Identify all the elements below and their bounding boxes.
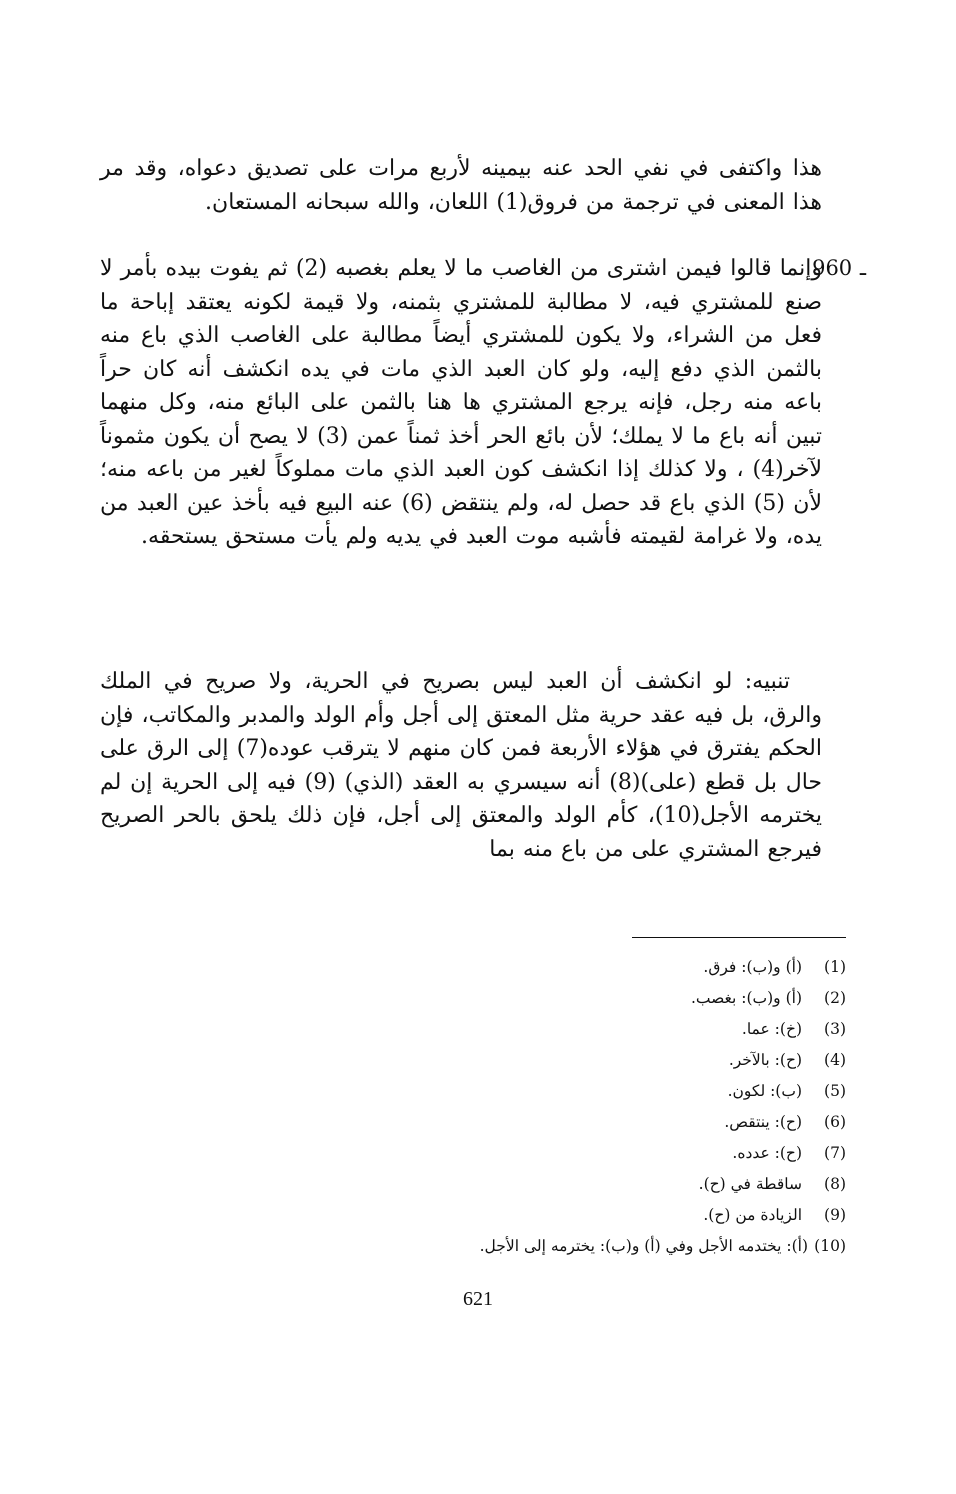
footnote-number: (2) <box>824 989 846 1007</box>
footnote-text: الزيادة من (ح). <box>703 1206 802 1224</box>
footnote-item <box>300 1045 846 1076</box>
footnote-number: (3) <box>824 1020 846 1038</box>
note-paragraph: تنبيه: لو انكشف أن العبد ليس بصريح في الحرية، ولا صريح في الملك والرق، بل فيه عقد حرية مثل المعتق إلى أجل وأم الولد والمدبر والمكاتب، فإن الحكم يفترق في هؤلاء الأربعة فمن كان منهم لا يترقب عوده(7) إلى الرق على حال بل قطع (على)(8) أنه سيسري به العقد (الذي) (9) فيه إلى الحرية إن لم يخترمه الأجل(10)، كأم الولد والمعتق إلى أجل، فإن ذلك يلحق بالحر الصريح فيرجع المشتري على من باع منه بما <box>100 669 823 862</box>
footnote-item <box>300 1014 846 1045</box>
footnote-number: (4) <box>824 1051 846 1069</box>
footnote-number: (1) <box>824 958 846 976</box>
footnote-text: (خ): عما. <box>741 1020 802 1038</box>
footnote-text: (ح): عدده. <box>732 1144 802 1162</box>
footnote-item <box>300 1107 846 1138</box>
page-number: 621 <box>463 1288 493 1310</box>
footnote-item <box>300 1138 846 1169</box>
footnote-text: (ح): ينتقص. <box>724 1113 802 1131</box>
footnote-number: (9) <box>824 1206 846 1224</box>
footnote-number: (5) <box>824 1082 846 1100</box>
footnote-separator <box>632 937 846 938</box>
footnote-item <box>300 1200 846 1231</box>
footnote-number: (8) <box>824 1175 846 1193</box>
footnote-number: (6) <box>824 1113 846 1131</box>
footnote-item <box>300 983 846 1014</box>
numbered-paragraph-960 <box>100 252 866 554</box>
footnote-text: (أ) و(ب): بغصب. <box>690 989 802 1007</box>
footnote-text: (ب): لكون. <box>727 1082 802 1100</box>
footnote-item <box>300 1076 846 1107</box>
footnote-text: ساقطة في (ح). <box>698 1175 802 1193</box>
paragraph-number: 960 ـ <box>812 256 866 280</box>
footnotes <box>300 952 846 1262</box>
paragraph-960-text: وإنما قالوا فيمن اشترى من الغاصب ما لا يعلم بغصبه (2) ثم يفوت بيده بأمر لا صنع للمشتري فيه، لا مطالبة للمشتري بثمنه، ولا قيمة لكونه يعتقد إباحة ما فعل من الشراء، ولا يكون للمشتري أيضاً مطالبة على الغاصب الذي باع منه بالثمن الذي دفع إليه، ولو كان العبد الذي مات في يده انكشف أنه كان حراً باعه منه رجل، فإنه يرجع المشتري ها هنا بالثمن على البائع منه، وكل منهما تبين أنه باع ما لا يملك؛ لأن بائع الحر أخذ ثمناً عمن (3) لا يصح أن يكون مثموناً لآخر(4) ، ولا كذلك إذا انكشف كون العبد الذي مات مملوكاً لغير من باعه منه؛ لأن (5) الذي باع قد حصل له، ولم ينتقض (6) عنه البيع فيه بأخذ عين العبد من يده، ولا غرامة لقيمته فأشبه موت العبد في يديه ولم يأت مستحق يستحقه. <box>100 256 823 549</box>
footnote-text: (أ) و(ب): فرق. <box>703 958 802 976</box>
footnote-item <box>300 1231 846 1262</box>
paragraph-continuation: هذا واكتفى في نفي الحد عنه بيمينه لأربع مرات على تصديق دعواه، وقد مر هذا المعنى في ترجمة من فروق(1) اللعان، والله سبحانه المستعان. <box>100 156 822 215</box>
footnote-item <box>300 1169 846 1200</box>
footnote-text: (أ): يختدمه الأجل وفي (أ) و(ب): يخترمه إلى الأجل. <box>479 1237 808 1255</box>
footnote-number: (7) <box>824 1144 846 1162</box>
footnote-text: (ح): بالآخر. <box>728 1051 802 1069</box>
footnote-item <box>300 952 846 983</box>
footnote-number: (10) <box>814 1237 846 1255</box>
